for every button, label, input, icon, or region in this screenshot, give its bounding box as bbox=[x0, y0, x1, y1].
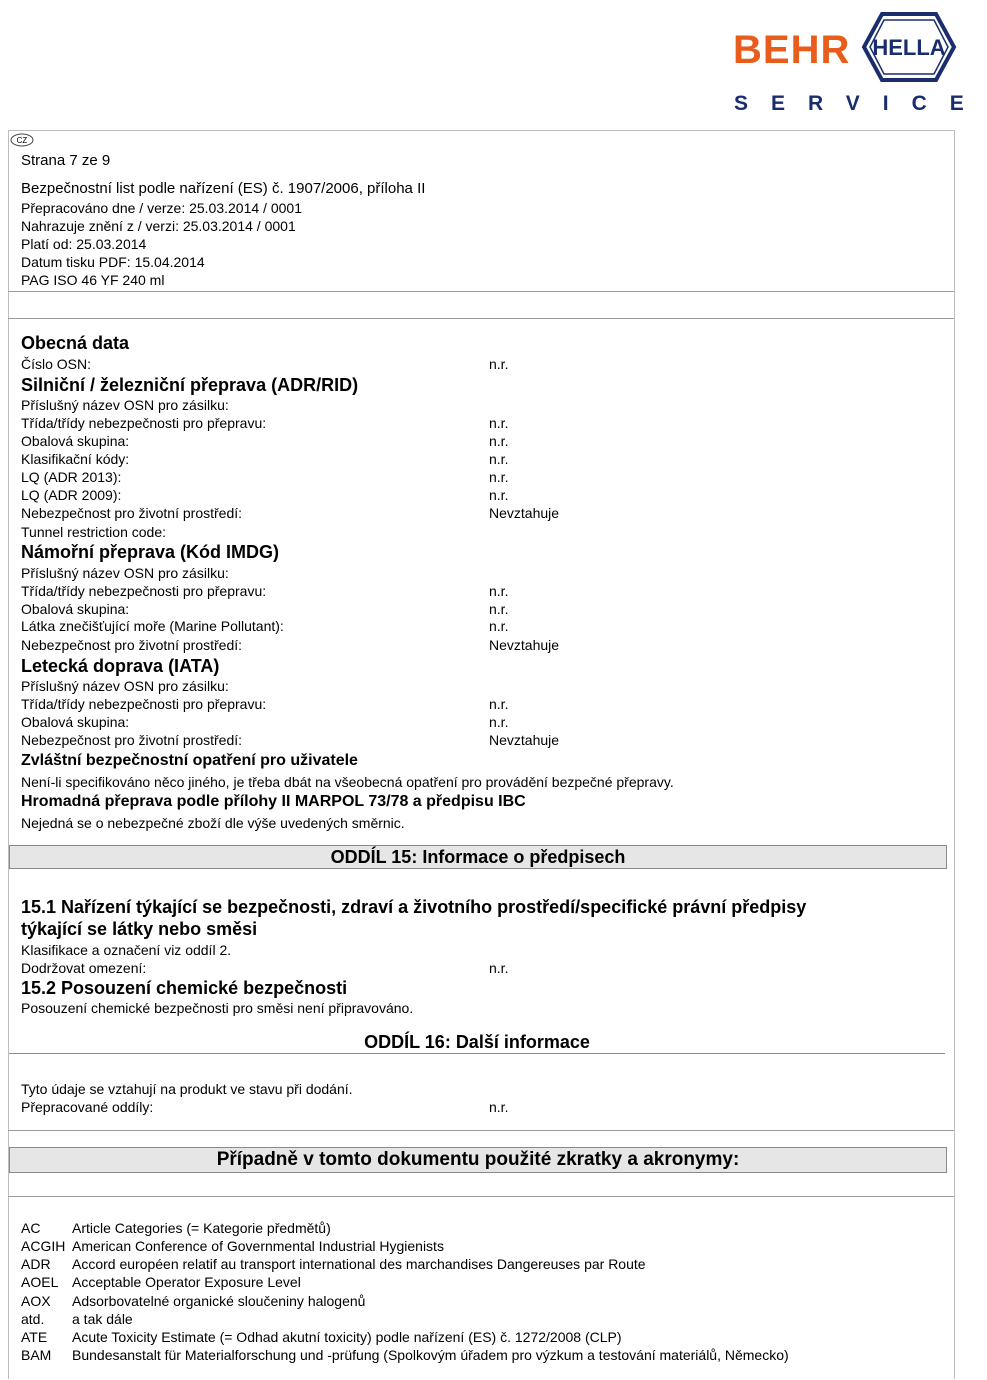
un-number-label: Číslo OSN: bbox=[21, 356, 92, 372]
section-15-1-heading-cont: týkající se látky nebo směsi bbox=[21, 919, 258, 939]
restrictions-label: Dodržovat omezení: bbox=[21, 960, 147, 976]
un-number-value: n.r. bbox=[489, 356, 509, 372]
road-row-label: Třída/třídy nebezpečnosti pro přepravu: bbox=[21, 415, 267, 431]
print-date: Datum tisku PDF: 15.04.2014 bbox=[21, 254, 205, 270]
abbreviation-key: AOEL bbox=[21, 1274, 59, 1290]
section-15-2-heading: 15.2 Posouzení chemické bezpečnosti bbox=[21, 978, 348, 998]
special-precautions-heading: Zvláštní bezpečnostní opatření pro uživatele bbox=[21, 752, 358, 769]
abbreviation-key: ACGIH bbox=[21, 1238, 66, 1254]
road-row-label: Tunnel restriction code: bbox=[21, 524, 166, 540]
abbreviation-divider-2 bbox=[8, 1196, 954, 1197]
road-row-value: n.r. bbox=[489, 433, 509, 449]
bulk-transport-text: Nejedná se o nebezpečné zboží dle výše uvedených směrnic. bbox=[21, 815, 405, 831]
bulk-transport-heading: Hromadná přeprava podle přílohy II MARPOL 73/78 a předpisu IBC bbox=[21, 793, 526, 810]
classification-note: Klasifikace a označení viz oddíl 2. bbox=[21, 942, 232, 958]
road-row-value: n.r. bbox=[489, 469, 509, 485]
doc-title: Bezpečnostní list podle nařízení (ES) č. 1907/2006, příloha II bbox=[21, 180, 426, 197]
abbreviation-key: BAM bbox=[21, 1347, 52, 1363]
road-row-label: LQ (ADR 2013): bbox=[21, 469, 122, 485]
header-divider-2 bbox=[8, 318, 954, 319]
abbreviation-divider bbox=[8, 1130, 954, 1131]
air-row-label: Třída/třídy nebezpečnosti pro přepravu: bbox=[21, 696, 267, 712]
section-15-2-text: Posouzení chemické bezpečnosti pro směsi není připravováno. bbox=[21, 1000, 414, 1016]
road-row-value: n.r. bbox=[489, 487, 509, 503]
abbreviation-key: atd. bbox=[21, 1311, 45, 1327]
valid-from: Platí od: 25.03.2014 bbox=[21, 236, 147, 252]
road-row-label: Obalová skupina: bbox=[21, 433, 130, 449]
abbreviation-value: Article Categories (= Kategorie předmětů) bbox=[72, 1220, 331, 1236]
road-row-value: n.r. bbox=[489, 415, 509, 431]
abbreviation-value: American Conference of Governmental Industrial Hygienists bbox=[72, 1238, 444, 1254]
abbreviation-key: AOX bbox=[21, 1293, 51, 1309]
sea-row-value: n.r. bbox=[489, 601, 509, 617]
general-heading: Obecná data bbox=[21, 333, 130, 353]
behr-logo: BEHR bbox=[733, 28, 851, 72]
abbreviation-value: Bundesanstalt für Materialforschung und -prüfung (Spolkovým úřadem pro výzkum a testování materiálů, Německo) bbox=[72, 1347, 789, 1363]
revision-date: Přepracováno dne / verze: 25.03.2014 / 0001 bbox=[21, 200, 302, 216]
restrictions-value: n.r. bbox=[489, 960, 509, 976]
road-row-value: n.r. bbox=[489, 451, 509, 467]
sea-row-label: Nebezpečnost pro životní prostředí: bbox=[21, 637, 243, 653]
section-16-bar: ODDÍL 16: Další informace bbox=[9, 1031, 945, 1054]
hella-logo bbox=[862, 12, 956, 82]
air-row-label: Příslušný název OSN pro zásilku: bbox=[21, 678, 229, 694]
hella-logo-text: HELLA bbox=[872, 35, 946, 60]
road-row-value: Nevztahuje bbox=[489, 505, 560, 521]
section-15-bar: ODDÍL 15: Informace o předpisech bbox=[9, 845, 947, 869]
abbreviation-value: a tak dále bbox=[72, 1311, 133, 1327]
service-wordmark: SERVICE bbox=[734, 92, 987, 115]
road-transport-heading: Silniční / železniční přeprava (ADR/RID) bbox=[21, 375, 359, 395]
sea-row-value: n.r. bbox=[489, 618, 509, 634]
road-row-label: LQ (ADR 2009): bbox=[21, 487, 122, 503]
special-precautions-text: Není-li specifikováno něco jiného, je třeba dbát na všeobecná opatření pro provádění bezpečné přepravy. bbox=[21, 774, 674, 790]
abbreviation-value: Acceptable Operator Exposure Level bbox=[72, 1274, 301, 1290]
country-badge-icon bbox=[10, 133, 34, 147]
air-row-value: n.r. bbox=[489, 696, 509, 712]
sea-row-label: Příslušný název OSN pro zásilku: bbox=[21, 565, 229, 581]
revised-sections-value: n.r. bbox=[489, 1099, 509, 1115]
abbreviation-key: AC bbox=[21, 1220, 41, 1236]
sea-row-value: Nevztahuje bbox=[489, 637, 560, 653]
abbreviation-value: Acute Toxicity Estimate (= Odhad akutní toxicity) podle nařízení (ES) č. 1272/2008 (CLP) bbox=[72, 1329, 622, 1345]
revised-sections-label: Přepracované oddíly: bbox=[21, 1099, 154, 1115]
section-15-1-heading: 15.1 Nařízení týkající se bezpečnosti, zdraví a životního prostředí/specifické právní předpisy bbox=[21, 897, 807, 917]
page-number: Strana 7 ze 9 bbox=[21, 152, 111, 169]
header-divider bbox=[8, 291, 954, 292]
section-16-text: Tyto údaje se vztahují na produkt ve stavu při dodání. bbox=[21, 1081, 353, 1097]
abbreviation-value: Accord européen relatif au transport international des marchandises Dangereuses par Route bbox=[72, 1256, 646, 1272]
air-row-label: Nebezpečnost pro životní prostředí: bbox=[21, 732, 243, 748]
abbreviation-key: ADR bbox=[21, 1256, 51, 1272]
road-row-label: Klasifikační kódy: bbox=[21, 451, 130, 467]
abbreviations-bar: Případně v tomto dokumentu použité zkratky a akronymy: bbox=[9, 1147, 947, 1173]
country-code: CZ bbox=[16, 136, 28, 145]
air-row-label: Obalová skupina: bbox=[21, 714, 130, 730]
replaces-version: Nahrazuje znění z / verzi: 25.03.2014 / 0001 bbox=[21, 218, 296, 234]
sea-row-value: n.r. bbox=[489, 583, 509, 599]
sea-row-label: Obalová skupina: bbox=[21, 601, 130, 617]
sea-row-label: Třída/třídy nebezpečnosti pro přepravu: bbox=[21, 583, 267, 599]
product-name: PAG ISO 46 YF 240 ml bbox=[21, 272, 165, 288]
air-row-value: n.r. bbox=[489, 714, 509, 730]
air-row-value: Nevztahuje bbox=[489, 732, 560, 748]
abbreviation-value: Adsorbovatelné organické sloučeniny halogenů bbox=[72, 1293, 366, 1309]
air-transport-heading: Letecká doprava (IATA) bbox=[21, 656, 220, 676]
road-row-label: Příslušný název OSN pro zásilku: bbox=[21, 397, 229, 413]
abbreviation-key: ATE bbox=[21, 1329, 48, 1345]
sea-transport-heading: Námořní přeprava (Kód IMDG) bbox=[21, 542, 280, 562]
road-row-label: Nebezpečnost pro životní prostředí: bbox=[21, 505, 243, 521]
sea-row-label: Látka znečišťující moře (Marine Pollutant): bbox=[21, 618, 284, 634]
